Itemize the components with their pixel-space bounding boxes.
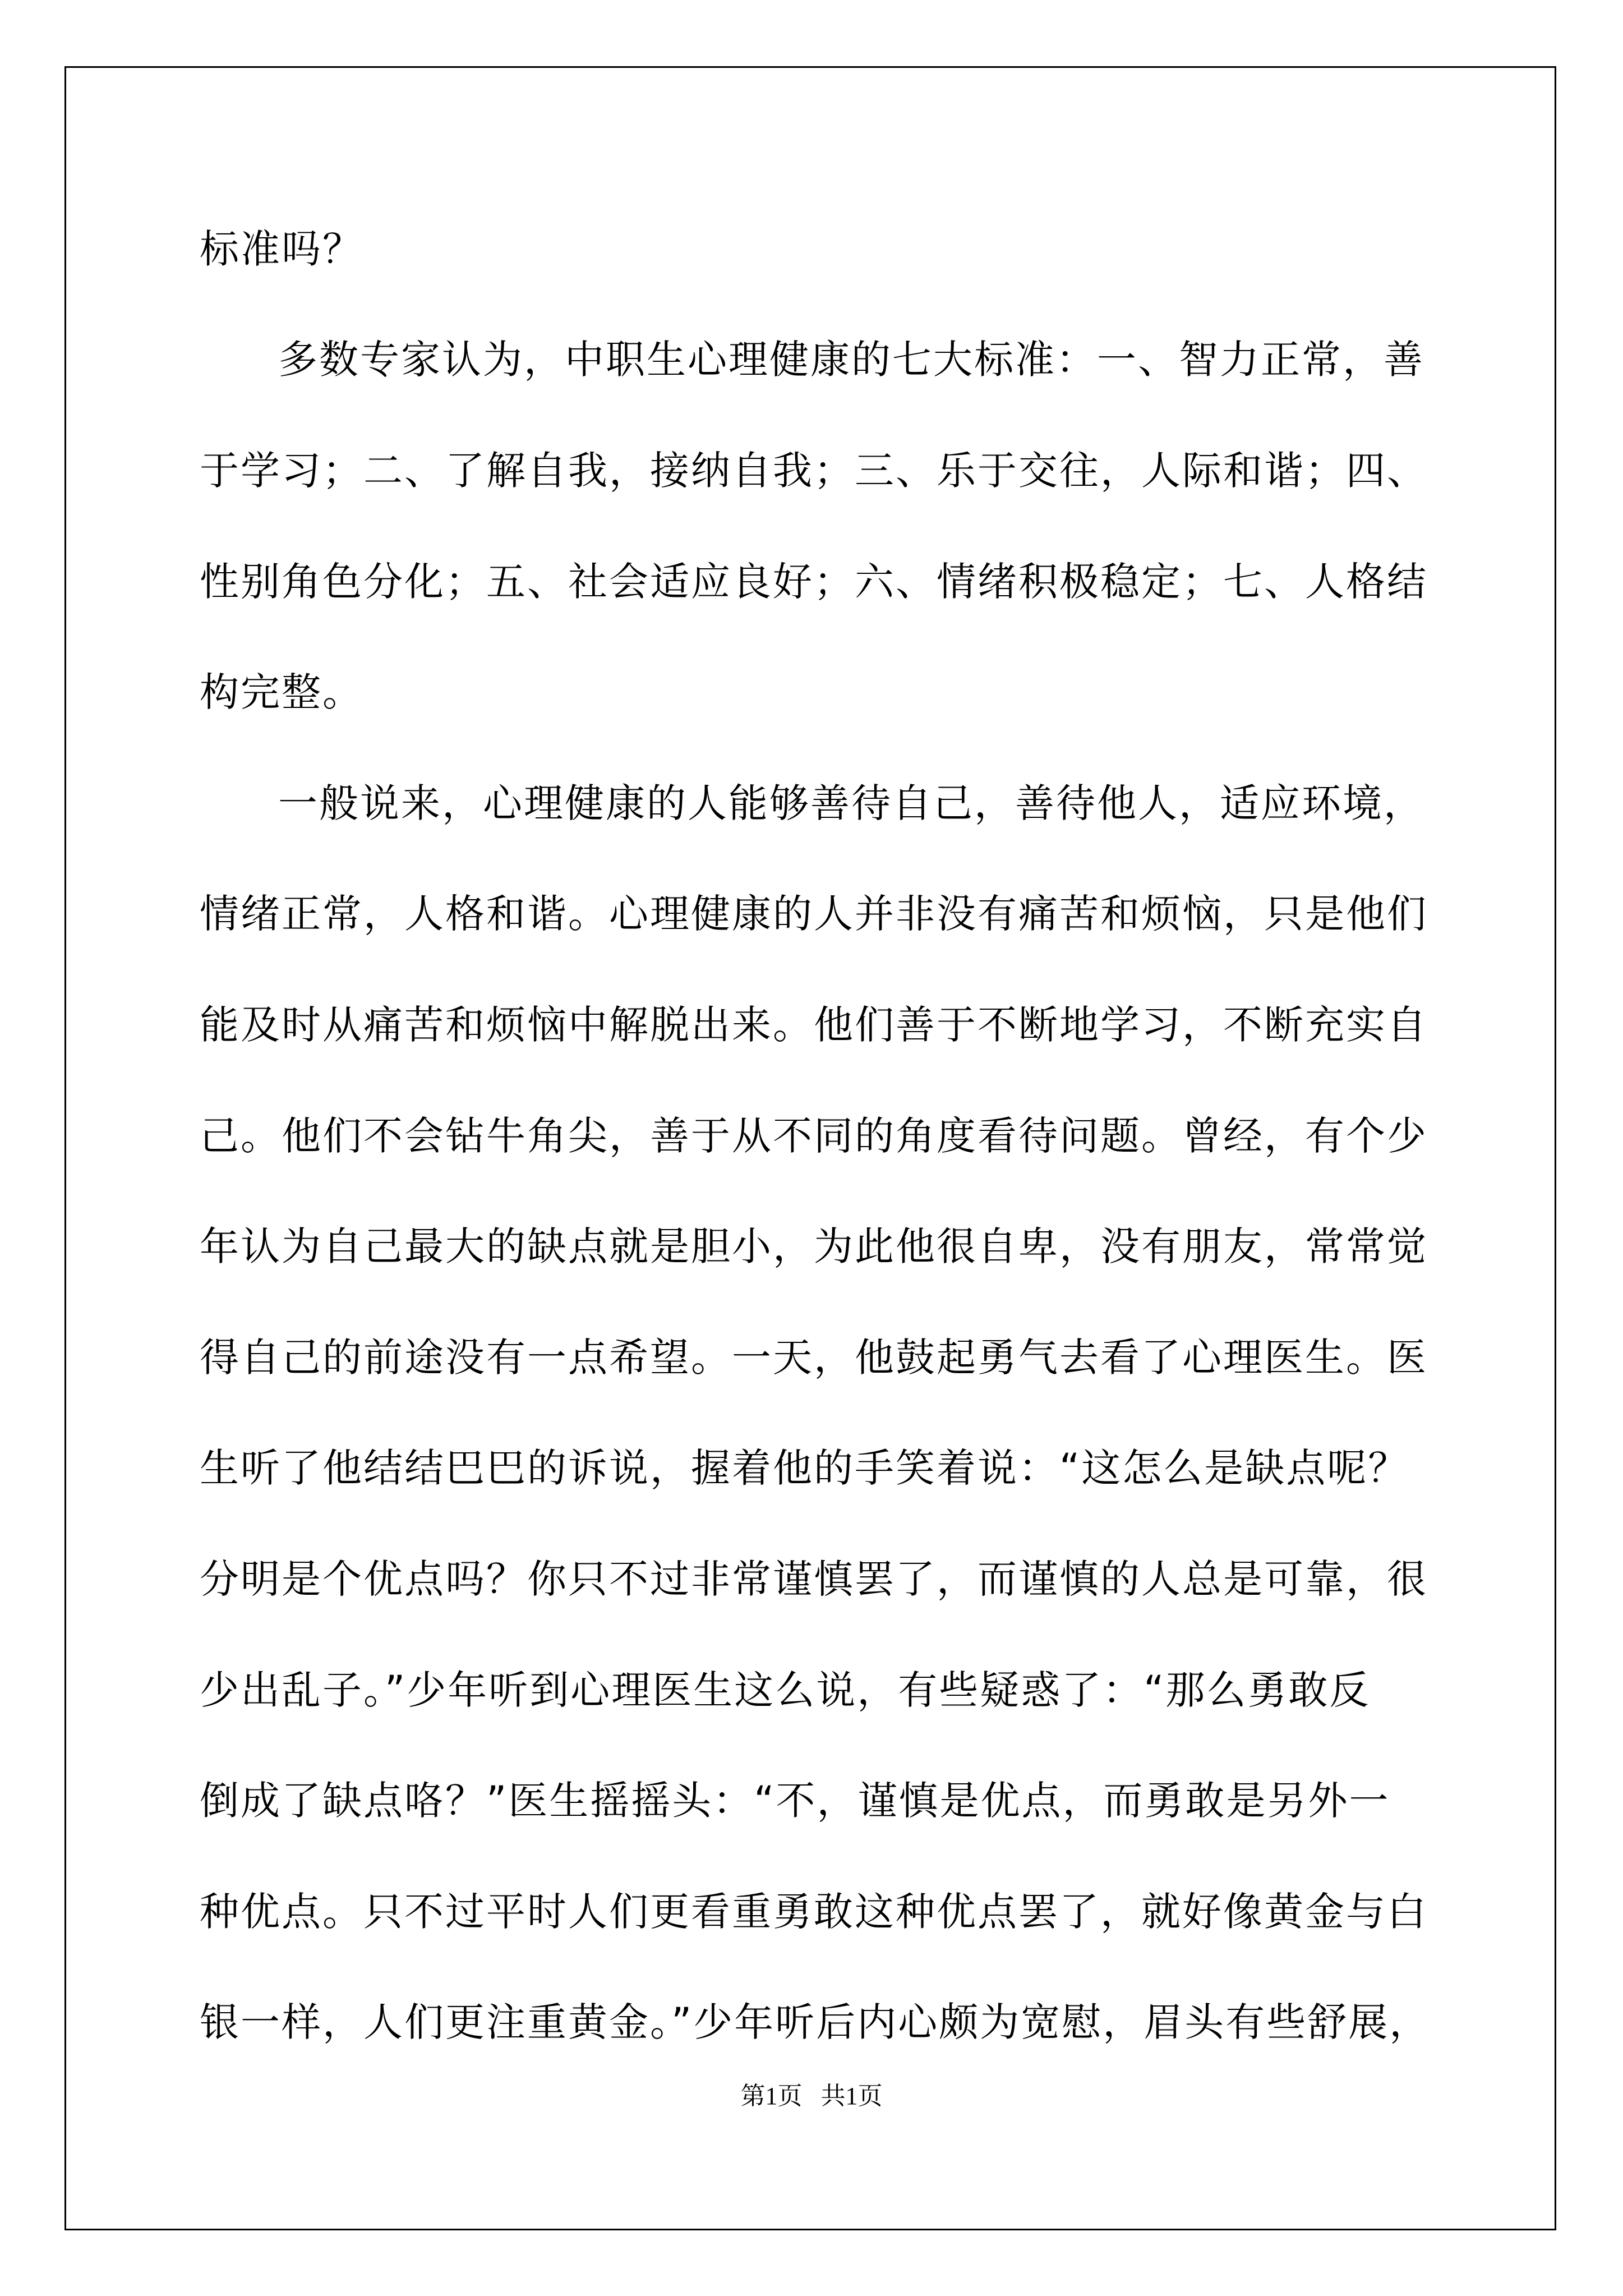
text-line: 己。他们不会钻牛角尖，善于从不同的角度看待问题。曾经，有个少 (200, 1113, 1428, 1159)
text-line: 于学习；二、了解自我，接纳自我；三、乐于交往，人际和谐；四、 (200, 448, 1428, 494)
text-line: 能及时从痛苦和烦恼中解脱出来。他们善于不断地学习，不断充实自 (200, 1002, 1428, 1048)
text-line: 种优点。只不过平时人们更看重勇敢这种优点罢了，就好像黄金与白 (200, 1889, 1428, 1935)
text-line: 倒成了缺点咯？”医生摇摇头：“不，谨慎是优点，而勇敢是另外一 (200, 1778, 1390, 1824)
text-line: 多数专家认为，中职生心理健康的七大标准：一、智力正常，善 (278, 337, 1424, 383)
text-line: 分明是个优点吗？你只不过非常谨慎罢了，而谨慎的人总是可靠，很 (200, 1556, 1428, 1602)
text-line: 少出乱子。”少年听到心理医生这么说，有些疑惑了：“那么勇敢反 (200, 1667, 1371, 1713)
text-line: 银一样，人们更注重黄金。”少年听后内心颇为宽慰，眉头有些舒展， (200, 1999, 1431, 2045)
text-line: 年认为自己最大的缺点就是胆小，为此他很自卑，没有朋友，常常觉 (200, 1223, 1428, 1269)
text-line: 得自己的前途没有一点希望。一天，他鼓起勇气去看了心理医生。医 (200, 1335, 1428, 1381)
page-number-footer: 第1页 共1页 (740, 2082, 883, 2110)
text-line: 情绪正常，人格和谐。心理健康的人并非没有痛苦和烦恼，只是他们 (200, 891, 1428, 937)
text-line: 生听了他结结巴巴的诉说，握着他的手笑着说：“这怎么是缺点呢？ (200, 1445, 1409, 1491)
text-line: 一般说来，心理健康的人能够善待自己，善待他人，适应环境， (278, 780, 1424, 826)
text-line: 标准吗？ (200, 226, 363, 272)
text-line: 性别角色分化；五、社会适应良好；六、情绪积极稳定；七、人格结 (200, 559, 1428, 605)
text-line: 构完整。 (200, 669, 363, 715)
